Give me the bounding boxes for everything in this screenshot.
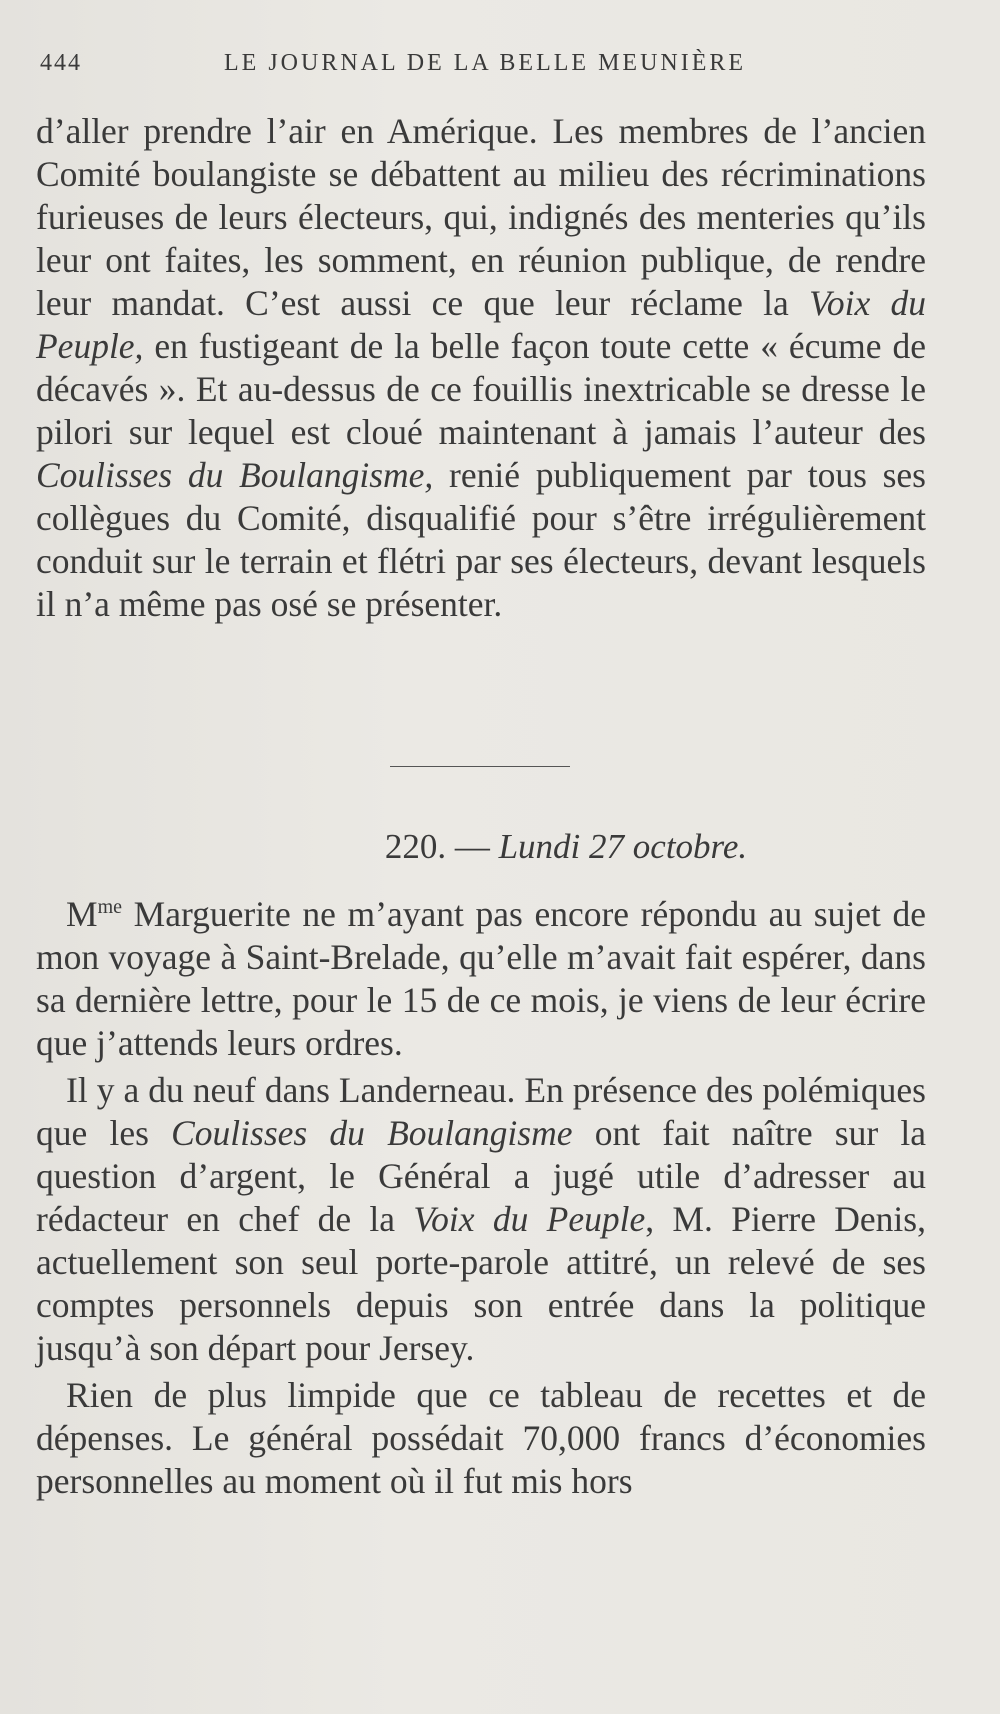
paragraph-continued [36,110,926,626]
p4-text: Rien de plus limpide que ce tableau de recettes et de dépenses. Le général possédait 70,000 francs d’économies personnelles au moment où il fut mis hors [36,1375,926,1501]
p3-italic-coulisses: Coulisses du Boulangisme [171,1113,573,1153]
p2-text: Marguerite ne m’ayant pas encore répondu au sujet de mon voyage à Saint-Brelade, qu’elle m’avait fait espérer, dans sa dernière lettre, pour le 15 de ce mois, je viens de leur écrire que j’attends leurs ordres. [36,894,926,1063]
p3-text-2: ont fait naître sur la question d’argent, le Général a jugé utile d’adresser au rédacteur en chef de la [36,1113,926,1239]
entry-date: Lundi 27 octobre. [498,827,748,866]
body-text-top [36,110,926,626]
p2-m: M [66,894,98,934]
p1-text-2: en fustigeant de la belle façon toute cette « écume de décavés ». Et au-dessus de ce fouillis inextricable se dresse le pilori sur lequel est cloué maintenant à jamais l’auteur des [36,326,926,452]
p2-sup: me [97,896,123,919]
p3-text-3: , M. Pierre Denis, actuellement son seul porte-parole attitré, un relevé de ses comptes personnels depuis son entrée dans la politique jusqu’à son départ pour Jersey. [36,1199,926,1368]
paragraph [36,1374,926,1503]
paragraph [36,893,926,1065]
paragraph [36,1069,926,1370]
section-divider [390,766,570,767]
entry-heading [36,827,926,867]
entry-number: 220. — [384,827,499,866]
body-text-entry [36,893,926,1507]
running-head [40,50,940,90]
p1-italic-coulisses: Coulisses du Boulangisme, [36,455,434,495]
p1-italic-voix: Voix du Peuple, [36,283,926,366]
running-title: LE JOURNAL DE LA BELLE MEUNIÈRE [224,50,747,76]
page-number: 444 [40,50,82,76]
p3-text-1: Il y a du neuf dans Landerneau. En présence des polémiques que les [36,1070,926,1153]
p1-text-3: renié publiquement par tous ses collègues du Comité, disqualifié pour s’être irrégulièrement conduit sur le terrain et flétri par ses électeurs, devant lesquels il n’a même pas osé se présenter. [36,455,926,624]
p3-italic-voix: Voix du Peuple [413,1199,646,1239]
p1-text-1: d’aller prendre l’air en Amérique. Les membres de l’ancien Comité boulangiste se débattent au milieu des récriminations furieuses de leurs électeurs, qui, indignés des menteries qu’ils leur ont faites, les somment, en réunion publique, de rendre leur mandat. C’est aussi ce que leur réclame la [36,111,926,323]
